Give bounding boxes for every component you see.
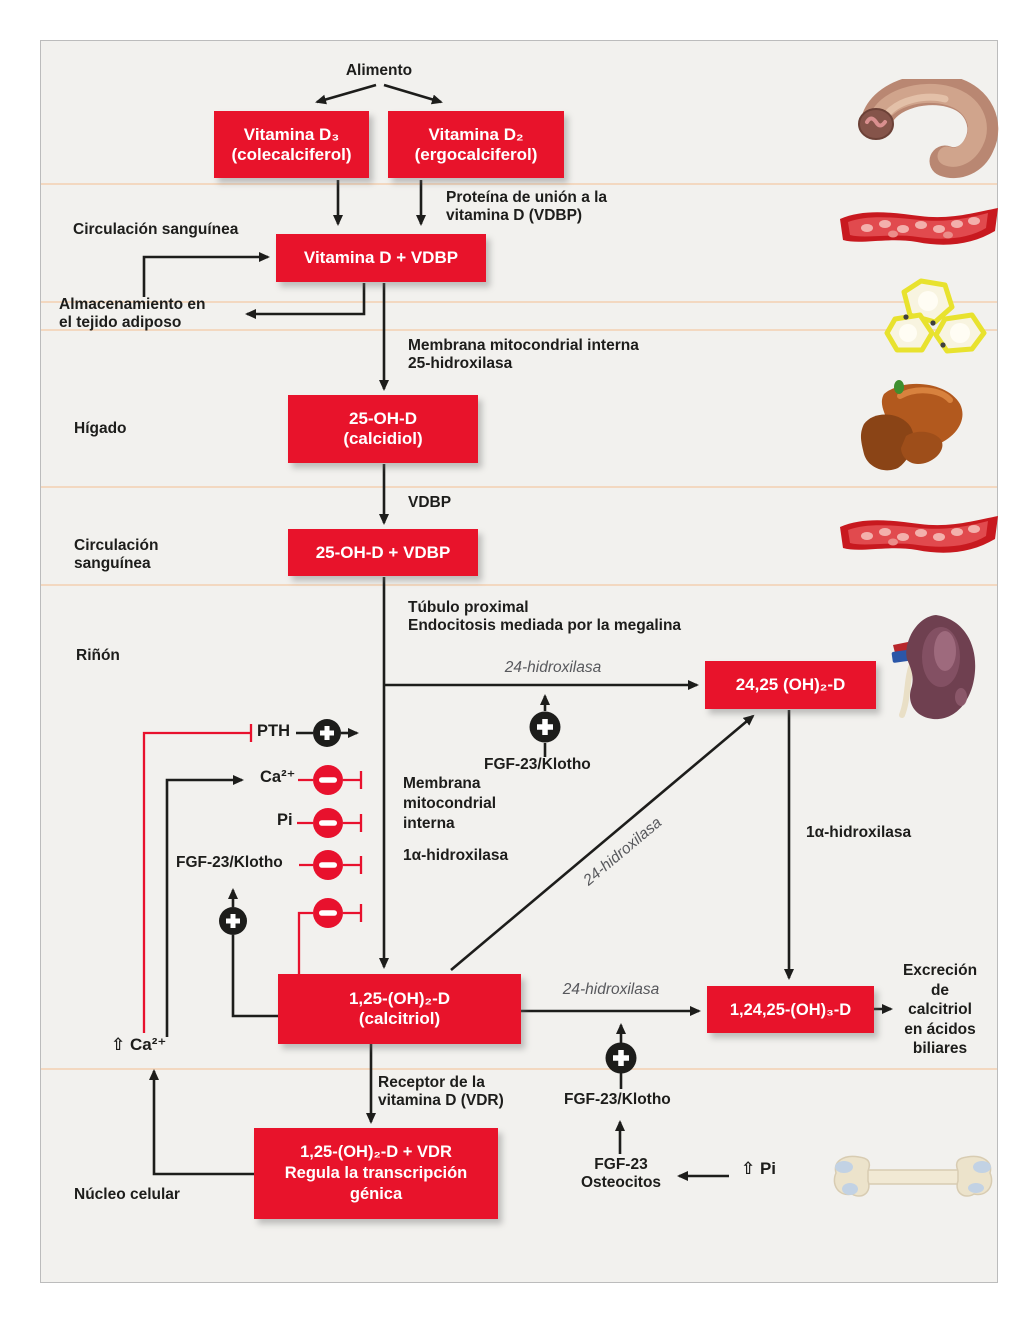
label-fgf-klotho-1: FGF-23/Klotho <box>484 756 591 773</box>
label-line: FGF-23 <box>594 1156 648 1173</box>
box-line: (calcitriol) <box>358 1009 441 1028</box>
label-membrana-25-hidroxilasa <box>408 337 639 372</box>
inhibition-ca-to-pth <box>144 733 251 1033</box>
box-vitamina-d3 <box>214 111 369 178</box>
box-line: 24,25 (OH)₂-D <box>735 675 846 694</box>
section-label-circulacion-1: Circulación sanguínea <box>73 221 239 238</box>
box-line: (colecalciferol) <box>231 144 352 164</box>
box-25-oh-d <box>288 395 478 463</box>
label-line: sanguínea <box>74 554 151 572</box>
label-pi: Pi <box>277 811 293 829</box>
label-1a-hidroxilasa-left: 1α-hidroxilasa <box>403 847 509 864</box>
label-receptor-vdr <box>378 1074 504 1109</box>
label-membrana-1a <box>403 774 496 834</box>
label-line: en ácidos <box>904 1020 976 1038</box>
label-ca: Ca²⁺ <box>260 768 296 786</box>
label-pi-elevated: ⇧ Pi <box>741 1159 777 1178</box>
box-1-24-25-oh3-d <box>707 986 874 1033</box>
box-line: Vitamina D₂ <box>428 124 524 144</box>
box-line: 25-OH-D + VDBP <box>315 542 451 562</box>
label-line: calcitriol <box>908 1001 972 1018</box>
label-fgf-klotho-2: FGF-23/Klotho <box>176 854 283 871</box>
label-pth: PTH <box>257 722 290 740</box>
label-line: Osteocitos <box>580 1173 662 1191</box>
label-line: biliares <box>912 1040 968 1057</box>
label-vdbp: VDBP <box>408 494 452 511</box>
minus-icon <box>313 898 343 928</box>
label-line: Membrana <box>403 775 481 792</box>
box-vitamina-d2 <box>388 111 564 178</box>
box-line: (calcidiol) <box>343 429 423 448</box>
label-line: 25-hidroxilasa <box>408 354 513 372</box>
label-line: Almacenamiento en <box>59 296 206 313</box>
label-alimento: Alimento <box>345 62 413 79</box>
label-line: Proteína de unión a la <box>446 189 608 206</box>
arrow-adipose-return <box>144 257 268 297</box>
box-vdr-transcription <box>254 1128 498 1219</box>
box-line: 1,25-(OH)₂-D + VDR <box>300 1143 452 1161</box>
box-line: Regula la transcripción <box>284 1164 468 1182</box>
arrow-calcitriol-to-2425-diagonal <box>451 716 753 970</box>
label-fgf23-osteocitos <box>571 1156 671 1191</box>
line-calcitriol-fgf-elbow <box>233 935 278 1016</box>
label-24-hidroxilasa-top: 24-hidroxilasa <box>504 659 602 676</box>
box-calcitriol <box>278 974 521 1044</box>
label-line: Excreción <box>902 962 978 979</box>
box-line: Vitamina D + VDBP <box>303 248 459 267</box>
diagram-panel <box>40 40 998 1283</box>
box-line: génica <box>349 1185 403 1203</box>
plus-icon <box>313 719 341 747</box>
label-line: Membrana mitocondrial interna <box>408 337 639 354</box>
label-line: de <box>930 981 950 999</box>
box-line: 1,25-(OH)₂-D <box>348 989 451 1008</box>
plus-icon <box>219 907 247 935</box>
label-excrecion <box>887 961 993 1059</box>
label-line: vitamina D (VDBP) <box>446 206 583 224</box>
arrow-to-adipose <box>247 283 364 314</box>
label-line: mitocondrial <box>403 795 497 812</box>
arrow-alimento-d3 <box>317 85 376 102</box>
section-label-almacenamiento <box>59 296 205 331</box>
minus-icon <box>313 765 343 795</box>
minus-icon <box>313 808 343 838</box>
box-25-oh-d-vdbp <box>288 529 478 576</box>
label-line: interna <box>403 815 455 832</box>
box-24-25-oh2-d <box>705 661 876 709</box>
minus-icon <box>313 850 343 880</box>
arrow-alimento-d2 <box>384 85 441 102</box>
label-line: Circulación <box>74 537 159 554</box>
section-label-rinon: Riñón <box>76 647 120 664</box>
label-1a-hidroxilasa-right: 1α-hidroxilasa <box>806 824 912 841</box>
box-line: Vitamina D₃ <box>243 124 340 144</box>
plus-icon <box>530 712 561 743</box>
arrow-vdr-to-calcium <box>154 1071 254 1174</box>
box-line: 1,24,25-(OH)₃-D <box>729 1000 852 1019</box>
label-ca-elevated: ⇧ Ca²⁺ <box>111 1035 167 1054</box>
plus-icon <box>606 1043 637 1074</box>
box-line: 25-OH-D <box>348 409 417 428</box>
label-24-hidroxilasa-diagonal: 24-hidroxilasa <box>580 814 666 890</box>
section-label-higado: Hígado <box>74 420 127 437</box>
section-label-circulacion-2 <box>74 537 158 572</box>
label-24-hidroxilasa-bottom: 24-hidroxilasa <box>562 981 660 998</box>
label-line: Endocitosis mediada por la megalina <box>408 616 682 634</box>
box-vitamina-d-vdbp <box>276 234 486 282</box>
label-line: el tejido adiposo <box>59 313 182 331</box>
label-line: Receptor de la <box>378 1074 485 1091</box>
label-fgf-klotho-3: FGF-23/Klotho <box>564 1091 671 1108</box>
minus-icons <box>313 765 343 928</box>
label-proteina-vdbp <box>446 189 607 224</box>
label-tubulo-proximal <box>408 599 681 634</box>
label-line: Túbulo proximal <box>408 599 529 616</box>
box-line: (ergocalciferol) <box>414 144 538 164</box>
section-label-nucleo-celular: Núcleo celular <box>74 1186 180 1203</box>
label-line: vitamina D (VDR) <box>378 1091 504 1109</box>
